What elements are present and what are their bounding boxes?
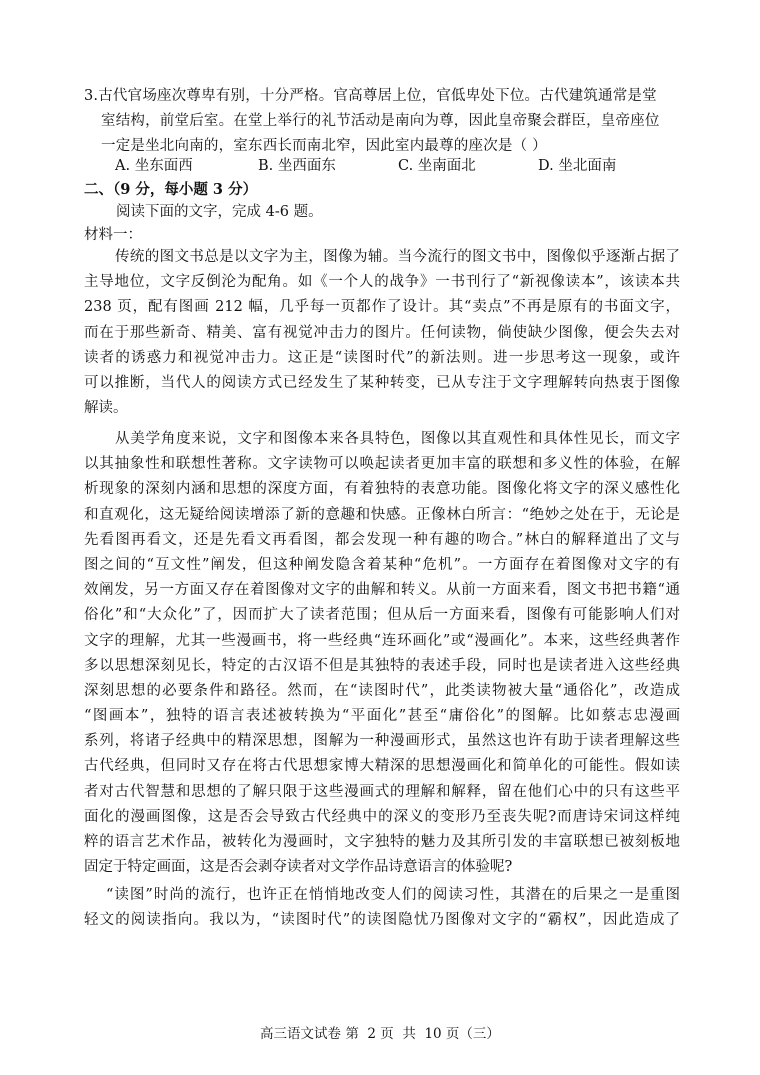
- option-d[interactable]: D. 坐北面南: [538, 158, 617, 174]
- text-line: 系列，将诸子经典中的精深思想，图解为一种漫画形式，虽然这也许有助于读者理解这些: [84, 733, 680, 750]
- text-line: 和直观化，这无疑给阅读增添了新的意趣和快感。正像林白所言：“绝妙之处在于，无论是: [84, 506, 680, 523]
- text-line: 俗化”和“大众化”了，因而扩大了读者范围；但从后一方面来看，图像有可能影响人们对: [84, 607, 680, 624]
- question-3-line: 3.古代官场座次尊卑有别，十分严格。官高尊居上位，官低卑处下位。古代建筑通常是堂: [84, 88, 657, 104]
- section-instruction: 阅读下面的文字，完成 4-6 题。: [116, 204, 323, 220]
- text-line: 粹的语言艺术作品，被转化为漫画时，文字独特的魅力及其所引发的丰富联想已被刻板地: [84, 834, 680, 850]
- text-line: “图画本”，独特的语言表述被转换为“平面化”甚至“庸俗化”的图解。比如蔡志忠漫画: [84, 708, 680, 725]
- text-line: 解读。: [84, 400, 128, 417]
- text-line: 者对古代智慧和思想的了解只限于这些漫画式的理解和解释，留在他们心中的只有这些平: [84, 783, 680, 800]
- text-line: 从美学角度来说，文字和图像本来各具特色，图像以其直观性和具体性见长，而文字: [115, 431, 680, 447]
- section-heading: 二、（9 分，每小题 3 分）: [84, 181, 258, 198]
- text-line: “读图”时尚的流行，也许正在悄悄地改变人们的阅读习性，其潜在的后果之一是重图: [106, 887, 680, 903]
- text-line: 效阐发，另一方面又存在着图像对文字的曲解和转义。从前一方面来看，图文书把书籍“通: [84, 582, 680, 599]
- text-line: 先看图再看文，还是先看文再看图，都会发现一种有趣的吻合。”林白的解释道出了文与: [84, 531, 680, 548]
- text-line: 而在于那些新奇、精美、富有视觉冲击力的图片。任何读物，倘使缺少图像，便会失去对: [84, 324, 680, 341]
- text-line: 可以推断，当代人的阅读方式已经发生了某种转变，已从专注于文字理解转向热衷于图像: [84, 374, 680, 391]
- page-footer: 高三语文试卷 第 2 页 共 10 页（三）: [260, 1026, 500, 1042]
- text-line: 古代经典，但同时又存在将古代思想家博大精深的思想漫画化和简单化的可能性。假如读: [84, 758, 680, 775]
- text-line: 以其抽象性和联想性著称。文字读物可以唤起读者更加丰富的联想和多义性的体验，在解: [84, 456, 680, 473]
- text-line: 读者的诱惑力和视觉冲击力。这正是“读图时代”的新法则。进一步思考这一现象，或许: [84, 349, 680, 366]
- text-line: 文字的理解，尤其一些漫画书，将一些经典“连环画化”或“漫画化”。本来，这些经典著作: [84, 632, 680, 649]
- text-line: 固定于特定画面，这是否会剥夺读者对文学作品诗意语言的体验呢?: [84, 859, 513, 876]
- question-3: [84, 84, 684, 159]
- text-line: 图之间的“互文性”阐发，但这种阐发隐含着某种“危机”。一方面存在着图像对文字的有: [84, 556, 680, 573]
- text-line: 深刻思想的必要条件和路径。然而，在“读图时代”，此类读物被大量“通俗化”，改造成: [84, 682, 680, 699]
- option-a[interactable]: A. 坐东面西: [115, 158, 193, 174]
- text-line: 多以思想深刻见长，特定的古汉语不但是其独特的表述手段，同时也是读者进入这些经典: [84, 657, 680, 674]
- question-3-line: 室结构，前堂后室。在堂上举行的礼节活动是南向为尊，因此皇帝聚会群臣，皇帝座位: [101, 113, 660, 129]
- text-line: 析现象的深刻内涵和思想的深度方面，有着独特的表意功能。图像化将文字的深义感性化: [84, 481, 680, 498]
- question-3-options: [115, 154, 675, 175]
- question-3-line: 一定是坐北向南的，室东西长而南北窄，因此室内最尊的座次是（ ）: [101, 138, 547, 154]
- option-c[interactable]: C. 坐南面北: [398, 158, 476, 174]
- text-line: 238 页，配有图画 212 幅，几乎每一页都作了设计。其“卖点”不再是原有的书面文字，: [84, 299, 680, 316]
- text-line: 轻文的阅读指向。我以为，“读图时代”的读图隐忧乃图像对文字的“霸权”，因此造成了: [84, 912, 680, 929]
- text-line: 主导地位，文字反倒沦为配角。如《一个人的战争》一书刊行了“新视像读本”，该读本共: [84, 274, 680, 291]
- paragraph-3: [84, 883, 680, 933]
- text-line: 传统的图文书总是以文字为主，图像为辅。当今流行的图文书中，图像似乎逐渐占据了: [115, 249, 680, 265]
- material-label: 材料一：: [84, 227, 142, 243]
- text-line: 面化的漫画图像，这是否会导致古代经典中的深义的变形乃至丧失呢?而唐诗宋词这样纯: [84, 808, 680, 825]
- paragraph-1: [84, 245, 680, 421]
- paragraph-2: [84, 427, 680, 880]
- option-b[interactable]: B. 坐西面东: [258, 158, 336, 174]
